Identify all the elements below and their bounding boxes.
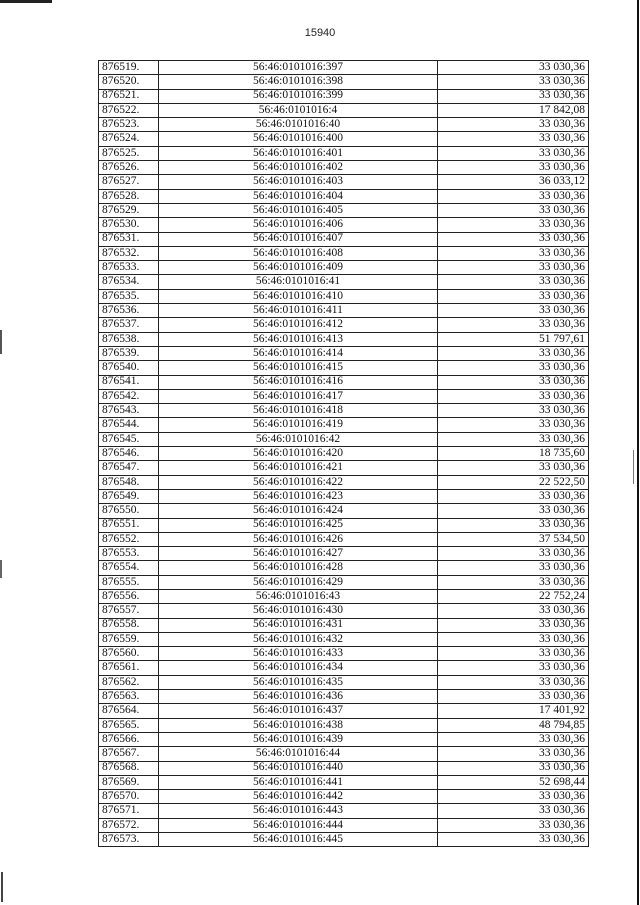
table-row bbox=[99, 761, 589, 775]
cadastral-value-cell: 33 030,36 bbox=[438, 275, 589, 289]
scan-artifact-left bbox=[0, 330, 2, 354]
row-number-cell: 876546. bbox=[99, 447, 159, 461]
cadastral-value-cell: 33 030,36 bbox=[438, 575, 589, 589]
row-number-cell: 876520. bbox=[99, 75, 159, 89]
table-row bbox=[99, 432, 589, 446]
table-row bbox=[99, 732, 589, 746]
cadastral-number-cell: 56:46:0101016:421 bbox=[159, 461, 438, 475]
cadastral-value-cell: 33 030,36 bbox=[438, 732, 589, 746]
row-number-cell: 876568. bbox=[99, 761, 159, 775]
table-row bbox=[99, 833, 589, 847]
cadastral-value-cell: 33 030,36 bbox=[438, 747, 589, 761]
cadastral-number-cell: 56:46:0101016:44 bbox=[159, 747, 438, 761]
cadastral-number-cell: 56:46:0101016:43 bbox=[159, 589, 438, 603]
cadastral-number-cell: 56:46:0101016:436 bbox=[159, 690, 438, 704]
cadastral-value-cell: 33 030,36 bbox=[438, 89, 589, 103]
table-row bbox=[99, 389, 589, 403]
table-row bbox=[99, 132, 589, 146]
cadastral-value-cell: 33 030,36 bbox=[438, 61, 589, 75]
row-number-cell: 876565. bbox=[99, 718, 159, 732]
cadastral-number-cell: 56:46:0101016:4 bbox=[159, 103, 438, 117]
cadastral-number-cell: 56:46:0101016:404 bbox=[159, 189, 438, 203]
table-row bbox=[99, 575, 589, 589]
cadastral-value-cell: 33 030,36 bbox=[438, 203, 589, 217]
table-row bbox=[99, 547, 589, 561]
row-number-cell: 876567. bbox=[99, 747, 159, 761]
row-number-cell: 876548. bbox=[99, 475, 159, 489]
table-row bbox=[99, 275, 589, 289]
cadastral-value-cell: 18 735,60 bbox=[438, 447, 589, 461]
table-row bbox=[99, 604, 589, 618]
cadastral-number-cell: 56:46:0101016:426 bbox=[159, 532, 438, 546]
row-number-cell: 876563. bbox=[99, 690, 159, 704]
cadastral-number-cell: 56:46:0101016:432 bbox=[159, 632, 438, 646]
table-row bbox=[99, 818, 589, 832]
row-number-cell: 876543. bbox=[99, 404, 159, 418]
table-row bbox=[99, 189, 589, 203]
cadastral-value-cell: 33 030,36 bbox=[438, 146, 589, 160]
cadastral-value-cell: 52 698,44 bbox=[438, 775, 589, 789]
table-row bbox=[99, 618, 589, 632]
table-row bbox=[99, 332, 589, 346]
table-row bbox=[99, 75, 589, 89]
cadastral-value-cell: 33 030,36 bbox=[438, 489, 589, 503]
table-row bbox=[99, 447, 589, 461]
row-number-cell: 876572. bbox=[99, 818, 159, 832]
cadastral-number-cell: 56:46:0101016:403 bbox=[159, 175, 438, 189]
page-number: 15940 bbox=[304, 27, 336, 39]
table-row bbox=[99, 489, 589, 503]
table-row bbox=[99, 346, 589, 360]
cadastral-number-cell: 56:46:0101016:406 bbox=[159, 218, 438, 232]
cadastral-value-cell: 33 030,36 bbox=[438, 318, 589, 332]
table-row bbox=[99, 690, 589, 704]
table-row bbox=[99, 561, 589, 575]
cadastral-value-cell: 33 030,36 bbox=[438, 518, 589, 532]
cadastral-value-cell: 33 030,36 bbox=[438, 461, 589, 475]
scan-artifact-left bbox=[1, 872, 3, 902]
cadastral-value-cell: 33 030,36 bbox=[438, 618, 589, 632]
cadastral-value-cell: 37 534,50 bbox=[438, 532, 589, 546]
table-row bbox=[99, 790, 589, 804]
cadastral-number-cell: 56:46:0101016:445 bbox=[159, 833, 438, 847]
cadastral-value-cell: 33 030,36 bbox=[438, 790, 589, 804]
row-number-cell: 876551. bbox=[99, 518, 159, 532]
row-number-cell: 876541. bbox=[99, 375, 159, 389]
table-row bbox=[99, 89, 589, 103]
cadastral-value-cell: 33 030,36 bbox=[438, 804, 589, 818]
cadastral-value-cell: 33 030,36 bbox=[438, 118, 589, 132]
cadastral-number-cell: 56:46:0101016:425 bbox=[159, 518, 438, 532]
cadastral-number-cell: 56:46:0101016:420 bbox=[159, 447, 438, 461]
row-number-cell: 876570. bbox=[99, 790, 159, 804]
row-number-cell: 876549. bbox=[99, 489, 159, 503]
cadastral-value-cell: 33 030,36 bbox=[438, 632, 589, 646]
table-row bbox=[99, 718, 589, 732]
table-row bbox=[99, 532, 589, 546]
row-number-cell: 876542. bbox=[99, 389, 159, 403]
row-number-cell: 876571. bbox=[99, 804, 159, 818]
cadastral-number-cell: 56:46:0101016:424 bbox=[159, 504, 438, 518]
row-number-cell: 876524. bbox=[99, 132, 159, 146]
table-row bbox=[99, 161, 589, 175]
cadastral-value-cell: 33 030,36 bbox=[438, 246, 589, 260]
table-row bbox=[99, 203, 589, 217]
row-number-cell: 876544. bbox=[99, 418, 159, 432]
cadastral-number-cell: 56:46:0101016:427 bbox=[159, 547, 438, 561]
cadastral-number-cell: 56:46:0101016:409 bbox=[159, 261, 438, 275]
table-row bbox=[99, 304, 589, 318]
cadastral-number-cell: 56:46:0101016:398 bbox=[159, 75, 438, 89]
cadastral-number-cell: 56:46:0101016:444 bbox=[159, 818, 438, 832]
table-row bbox=[99, 647, 589, 661]
cadastral-number-cell: 56:46:0101016:429 bbox=[159, 575, 438, 589]
table-row bbox=[99, 375, 589, 389]
cadastral-value-cell: 33 030,36 bbox=[438, 289, 589, 303]
cadastral-value-cell: 33 030,36 bbox=[438, 675, 589, 689]
cadastral-number-cell: 56:46:0101016:397 bbox=[159, 61, 438, 75]
cadastral-value-cell: 17 842,08 bbox=[438, 103, 589, 117]
cadastral-value-cell: 33 030,36 bbox=[438, 75, 589, 89]
cadastral-number-cell: 56:46:0101016:41 bbox=[159, 275, 438, 289]
cadastral-number-cell: 56:46:0101016:419 bbox=[159, 418, 438, 432]
cadastral-value-cell: 33 030,36 bbox=[438, 218, 589, 232]
cadastral-number-cell: 56:46:0101016:399 bbox=[159, 89, 438, 103]
table-row bbox=[99, 661, 589, 675]
cadastral-value-cell: 33 030,36 bbox=[438, 604, 589, 618]
row-number-cell: 876559. bbox=[99, 632, 159, 646]
row-number-cell: 876547. bbox=[99, 461, 159, 475]
cadastral-value-cell: 33 030,36 bbox=[438, 389, 589, 403]
table-row bbox=[99, 518, 589, 532]
cadastral-number-cell: 56:46:0101016:417 bbox=[159, 389, 438, 403]
table-row bbox=[99, 589, 589, 603]
cadastral-number-cell: 56:46:0101016:410 bbox=[159, 289, 438, 303]
cadastral-value-cell: 33 030,36 bbox=[438, 690, 589, 704]
cadastral-value-cell: 33 030,36 bbox=[438, 761, 589, 775]
cadastral-value-cell: 33 030,36 bbox=[438, 232, 589, 246]
row-number-cell: 876530. bbox=[99, 218, 159, 232]
row-number-cell: 876535. bbox=[99, 289, 159, 303]
table-row bbox=[99, 261, 589, 275]
cadastral-number-cell: 56:46:0101016:415 bbox=[159, 361, 438, 375]
table-row bbox=[99, 218, 589, 232]
cadastral-value-cell: 33 030,36 bbox=[438, 547, 589, 561]
row-number-cell: 876552. bbox=[99, 532, 159, 546]
table-row bbox=[99, 418, 589, 432]
row-number-cell: 876545. bbox=[99, 432, 159, 446]
cadastral-number-cell: 56:46:0101016:442 bbox=[159, 790, 438, 804]
cadastral-value-cell: 51 797,61 bbox=[438, 332, 589, 346]
cadastral-value-cell: 33 030,36 bbox=[438, 432, 589, 446]
table-row bbox=[99, 289, 589, 303]
table-row bbox=[99, 404, 589, 418]
table-row bbox=[99, 775, 589, 789]
cadastral-value-cell: 33 030,36 bbox=[438, 375, 589, 389]
cadastral-number-cell: 56:46:0101016:412 bbox=[159, 318, 438, 332]
row-number-cell: 876564. bbox=[99, 704, 159, 718]
row-number-cell: 876539. bbox=[99, 346, 159, 360]
cadastral-value-cell: 33 030,36 bbox=[438, 833, 589, 847]
table-row bbox=[99, 146, 589, 160]
table-row bbox=[99, 475, 589, 489]
scan-artifact-right-edge bbox=[637, 0, 639, 905]
cadastral-number-cell: 56:46:0101016:434 bbox=[159, 661, 438, 675]
row-number-cell: 876538. bbox=[99, 332, 159, 346]
cadastral-number-cell: 56:46:0101016:411 bbox=[159, 304, 438, 318]
table-row bbox=[99, 804, 589, 818]
row-number-cell: 876556. bbox=[99, 589, 159, 603]
cadastral-number-cell: 56:46:0101016:40 bbox=[159, 118, 438, 132]
cadastral-number-cell: 56:46:0101016:435 bbox=[159, 675, 438, 689]
row-number-cell: 876527. bbox=[99, 175, 159, 189]
cadastral-value-cell: 22 522,50 bbox=[438, 475, 589, 489]
table-row bbox=[99, 232, 589, 246]
scan-artifact-left bbox=[0, 560, 2, 578]
cadastral-value-cell: 33 030,36 bbox=[438, 647, 589, 661]
table-row bbox=[99, 504, 589, 518]
cadastral-value-cell: 33 030,36 bbox=[438, 261, 589, 275]
row-number-cell: 876529. bbox=[99, 203, 159, 217]
cadastral-value-cell: 33 030,36 bbox=[438, 304, 589, 318]
cadastral-value-cell: 33 030,36 bbox=[438, 346, 589, 360]
row-number-cell: 876533. bbox=[99, 261, 159, 275]
cadastral-number-cell: 56:46:0101016:416 bbox=[159, 375, 438, 389]
cadastral-value-cell: 33 030,36 bbox=[438, 189, 589, 203]
cadastral-number-cell: 56:46:0101016:407 bbox=[159, 232, 438, 246]
table-row bbox=[99, 704, 589, 718]
cadastral-number-cell: 56:46:0101016:428 bbox=[159, 561, 438, 575]
cadastral-value-cell: 22 752,24 bbox=[438, 589, 589, 603]
row-number-cell: 876573. bbox=[99, 833, 159, 847]
row-number-cell: 876562. bbox=[99, 675, 159, 689]
row-number-cell: 876522. bbox=[99, 103, 159, 117]
row-number-cell: 876554. bbox=[99, 561, 159, 575]
cadastral-value-cell: 48 794,85 bbox=[438, 718, 589, 732]
table-row bbox=[99, 632, 589, 646]
cadastral-value-cell: 33 030,36 bbox=[438, 818, 589, 832]
row-number-cell: 876537. bbox=[99, 318, 159, 332]
row-number-cell: 876531. bbox=[99, 232, 159, 246]
cadastral-number-cell: 56:46:0101016:423 bbox=[159, 489, 438, 503]
row-number-cell: 876532. bbox=[99, 246, 159, 260]
cadastral-number-cell: 56:46:0101016:400 bbox=[159, 132, 438, 146]
row-number-cell: 876557. bbox=[99, 604, 159, 618]
cadastral-number-cell: 56:46:0101016:408 bbox=[159, 246, 438, 260]
row-number-cell: 876536. bbox=[99, 304, 159, 318]
cadastral-number-cell: 56:46:0101016:401 bbox=[159, 146, 438, 160]
row-number-cell: 876525. bbox=[99, 146, 159, 160]
row-number-cell: 876550. bbox=[99, 504, 159, 518]
row-number-cell: 876534. bbox=[99, 275, 159, 289]
cadastral-number-cell: 56:46:0101016:433 bbox=[159, 647, 438, 661]
table-row bbox=[99, 118, 589, 132]
table-row bbox=[99, 461, 589, 475]
row-number-cell: 876528. bbox=[99, 189, 159, 203]
cadastral-value-cell: 33 030,36 bbox=[438, 361, 589, 375]
row-number-cell: 876553. bbox=[99, 547, 159, 561]
cadastral-value-cell: 33 030,36 bbox=[438, 418, 589, 432]
table-row bbox=[99, 747, 589, 761]
scan-artifact-right bbox=[633, 450, 634, 484]
row-number-cell: 876526. bbox=[99, 161, 159, 175]
row-number-cell: 876566. bbox=[99, 732, 159, 746]
table-row bbox=[99, 361, 589, 375]
cadastral-value-cell: 36 033,12 bbox=[438, 175, 589, 189]
cadastral-number-cell: 56:46:0101016:431 bbox=[159, 618, 438, 632]
cadastral-number-cell: 56:46:0101016:418 bbox=[159, 404, 438, 418]
row-number-cell: 876569. bbox=[99, 775, 159, 789]
cadastral-number-cell: 56:46:0101016:413 bbox=[159, 332, 438, 346]
cadastral-number-cell: 56:46:0101016:42 bbox=[159, 432, 438, 446]
cadastral-number-cell: 56:46:0101016:405 bbox=[159, 203, 438, 217]
cadastral-value-cell: 33 030,36 bbox=[438, 161, 589, 175]
table-row bbox=[99, 103, 589, 117]
cadastral-value-cell: 33 030,36 bbox=[438, 132, 589, 146]
cadastral-number-cell: 56:46:0101016:438 bbox=[159, 718, 438, 732]
cadastral-value-table bbox=[98, 60, 589, 847]
row-number-cell: 876555. bbox=[99, 575, 159, 589]
table-row bbox=[99, 318, 589, 332]
cadastral-number-cell: 56:46:0101016:422 bbox=[159, 475, 438, 489]
row-number-cell: 876521. bbox=[99, 89, 159, 103]
cadastral-number-cell: 56:46:0101016:441 bbox=[159, 775, 438, 789]
cadastral-value-cell: 33 030,36 bbox=[438, 561, 589, 575]
cadastral-value-cell: 33 030,36 bbox=[438, 661, 589, 675]
cadastral-value-cell: 33 030,36 bbox=[438, 404, 589, 418]
cadastral-value-cell: 17 401,92 bbox=[438, 704, 589, 718]
cadastral-number-cell: 56:46:0101016:402 bbox=[159, 161, 438, 175]
table-row bbox=[99, 175, 589, 189]
table-body bbox=[99, 61, 589, 847]
table-row bbox=[99, 675, 589, 689]
row-number-cell: 876558. bbox=[99, 618, 159, 632]
cadastral-number-cell: 56:46:0101016:439 bbox=[159, 732, 438, 746]
table-row bbox=[99, 246, 589, 260]
cadastral-number-cell: 56:46:0101016:443 bbox=[159, 804, 438, 818]
table-row bbox=[99, 61, 589, 75]
scan-artifact-top bbox=[0, 0, 52, 3]
cadastral-value-cell: 33 030,36 bbox=[438, 504, 589, 518]
cadastral-number-cell: 56:46:0101016:437 bbox=[159, 704, 438, 718]
row-number-cell: 876540. bbox=[99, 361, 159, 375]
cadastral-number-cell: 56:46:0101016:440 bbox=[159, 761, 438, 775]
cadastral-number-cell: 56:46:0101016:430 bbox=[159, 604, 438, 618]
cadastral-number-cell: 56:46:0101016:414 bbox=[159, 346, 438, 360]
row-number-cell: 876519. bbox=[99, 61, 159, 75]
row-number-cell: 876523. bbox=[99, 118, 159, 132]
row-number-cell: 876560. bbox=[99, 647, 159, 661]
row-number-cell: 876561. bbox=[99, 661, 159, 675]
